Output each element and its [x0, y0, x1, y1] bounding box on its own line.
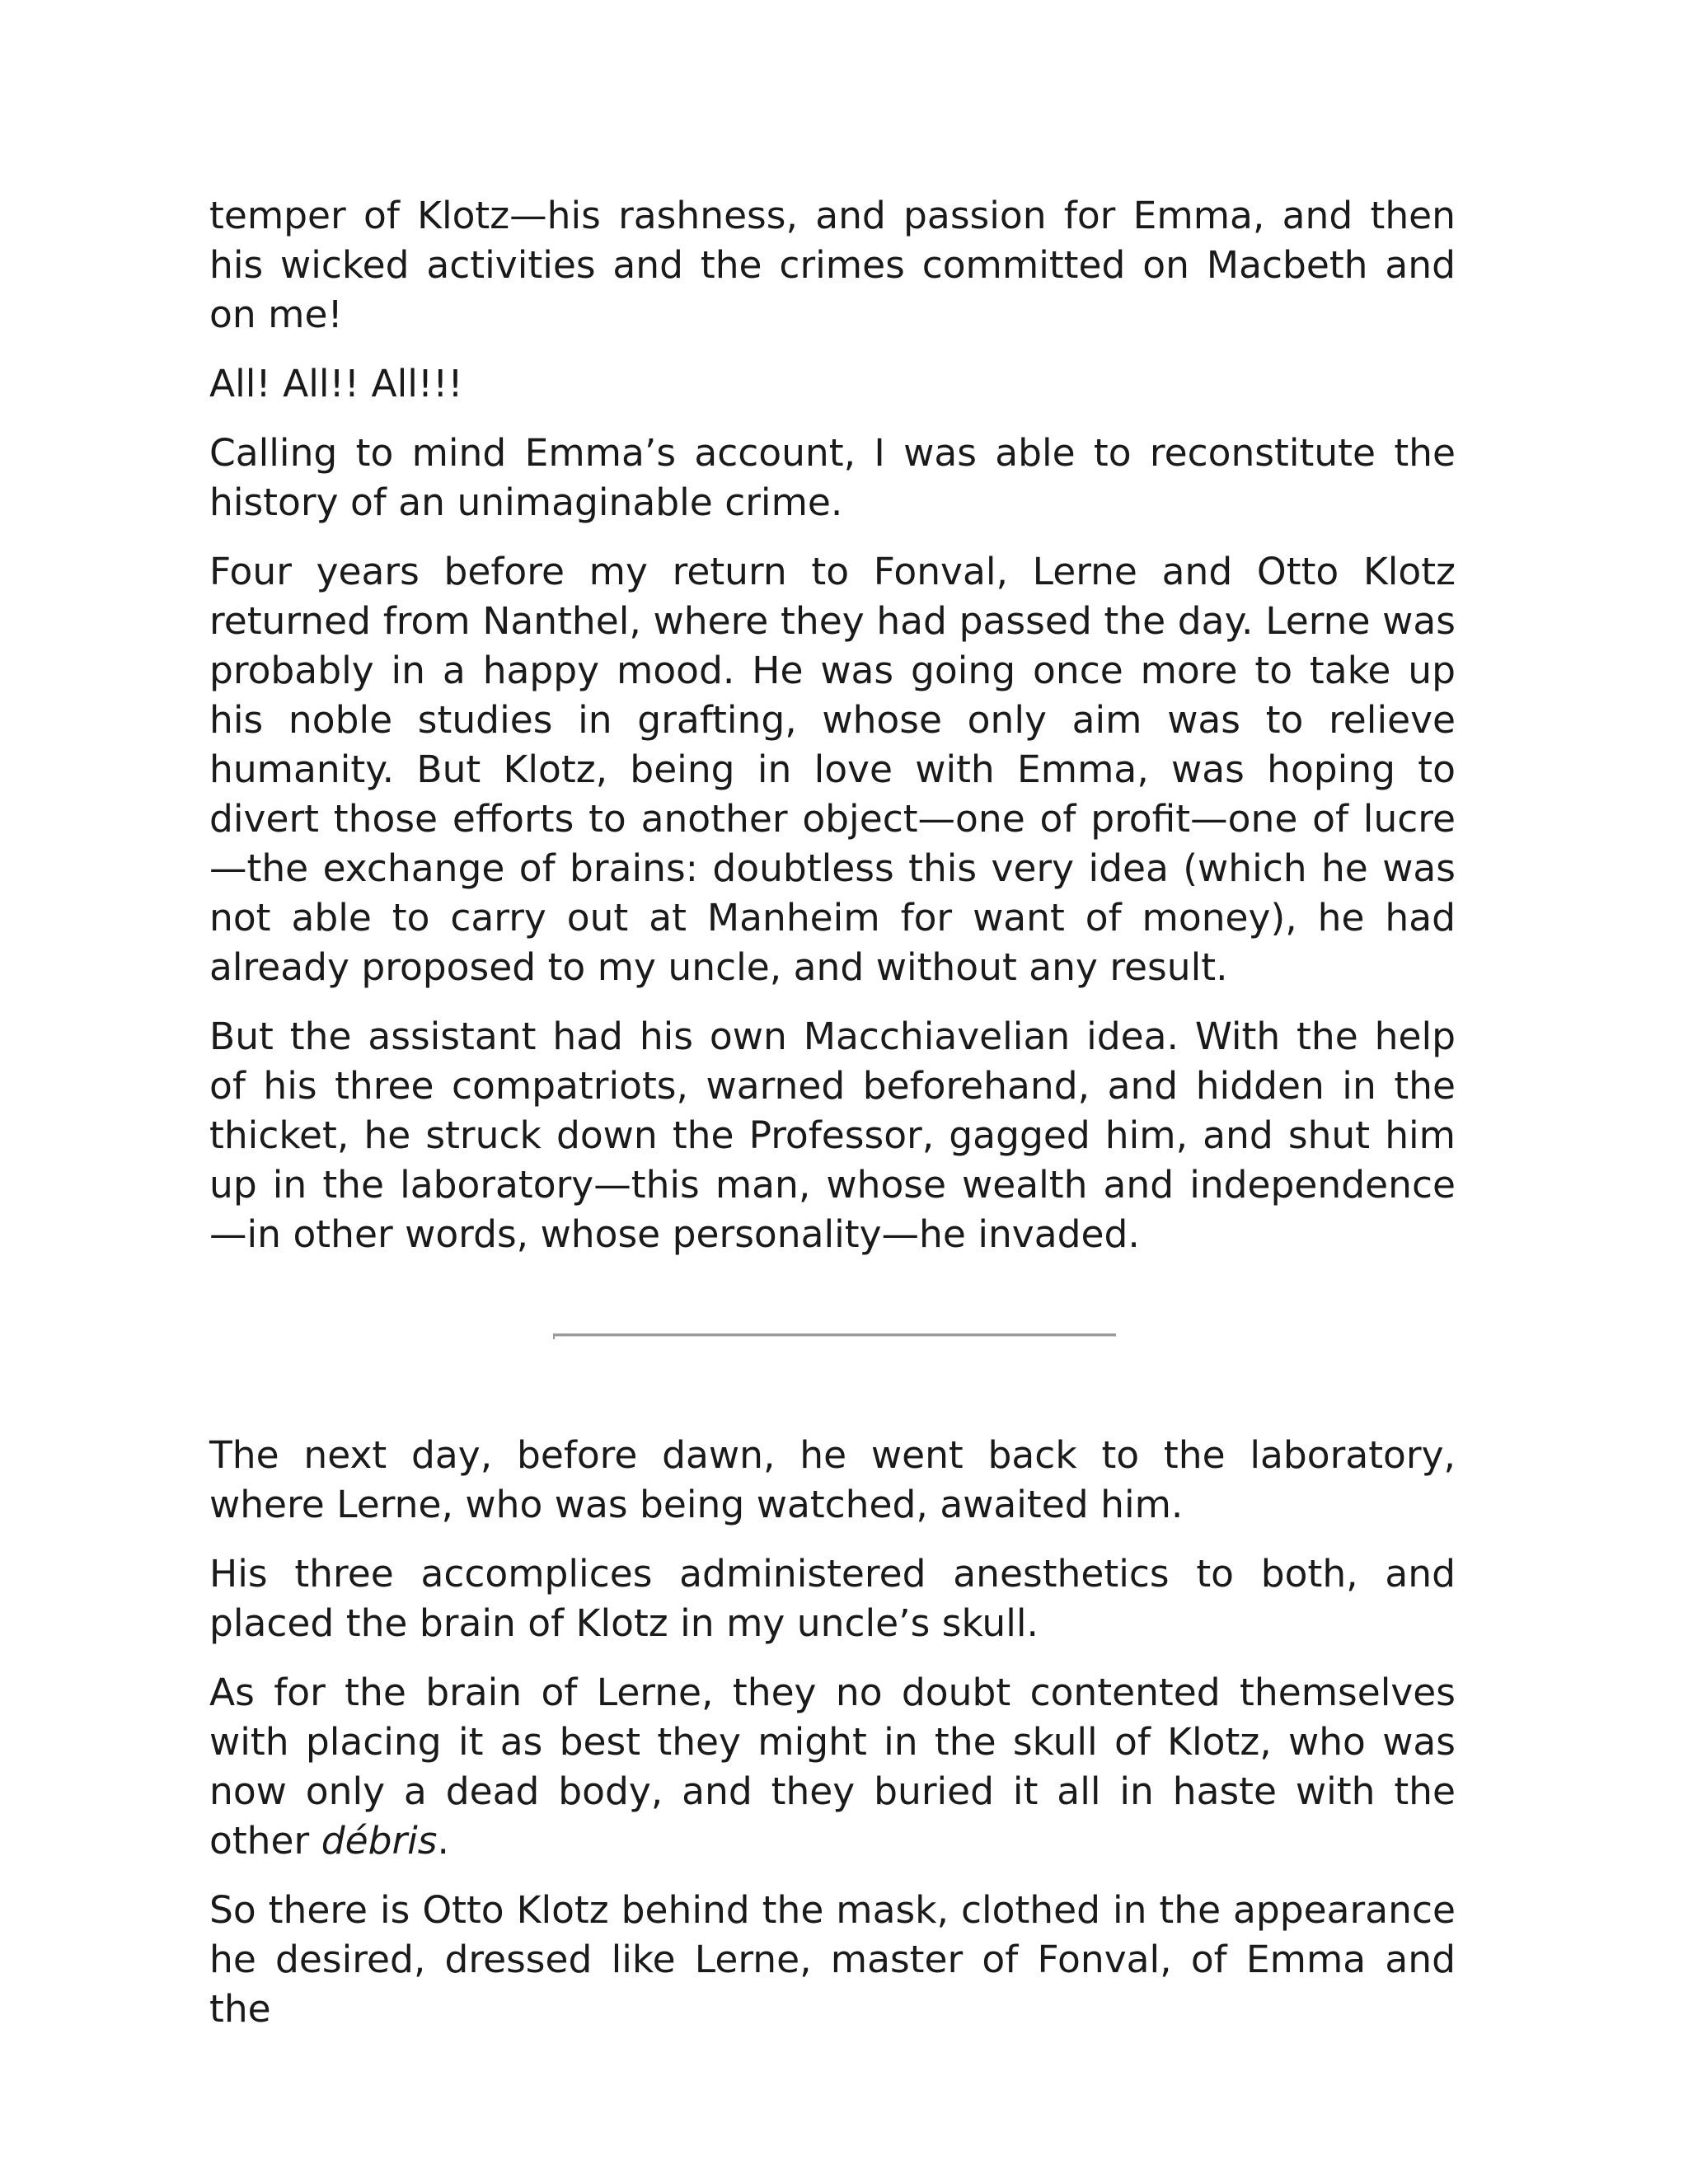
paragraph-four-years-before: Four years before my return to Fonval, Lerne and Otto Klotz returned from Nanthel, where they had passed the day. Lerne was probably in a happy mood. He was going once more to take up his noble studies in grafting, whose only aim was to relieve humanity. But Klotz, being in love with Emma, was hoping to divert those efforts to another object—one of profit—one of lucre—the exchange of brains: doubtless this very idea (which he was not able to carry out at Manheim for want of money), he had already proposed to my uncle, and without any result.: [209, 550, 1456, 989]
debris-italic-word: débris: [321, 1819, 438, 1863]
paragraph-brain-of-lerne: [209, 1668, 1456, 1866]
brain-of-lerne-period: .: [437, 1819, 449, 1863]
section-divider-area: [209, 1279, 1456, 1431]
brain-of-lerne-text: As for the brain of Lerne, they no doubt contented themselves with placing it as best they might in the skull of Klotz, who was now only a dead body, and they buried it all in haste with the other: [209, 1671, 1456, 1863]
paragraph-otto-klotz-mask: So there is Otto Klotz behind the mask, clothed in the appearance he desired, dressed like Lerne, master of Fonval, of Emma and the: [209, 1888, 1456, 2031]
paragraph-emma-account: Calling to mind Emma’s account, I was able to reconstitute the history of an unimaginable crime.: [209, 431, 1456, 524]
document-page: [209, 191, 1456, 2054]
paragraph-klotz-temper: temper of Klotz—his rashness, and passion for Emma, and then his wicked activities and the crimes committed on Macbeth and on me!: [209, 194, 1456, 336]
paragraph-all-exclamation: All! All!! All!!!: [209, 362, 463, 405]
paragraph-assistant-idea: But the assistant had his own Macchiavelian idea. With the help of his three compatriots, warned beforehand, and hidden in the thicket, he struck down the Professor, gagged him, and shut him up in the laboratory—this man, whose wealth and independence—in other words, whose personality—he invaded.: [209, 1015, 1456, 1256]
paragraph-accomplices: His three accomplices administered anesthetics to both, and placed the brain of Klotz in my uncle’s skull.: [209, 1552, 1456, 1645]
section-divider-rule: [553, 1333, 1116, 1337]
paragraph-next-day: The next day, before dawn, he went back to the laboratory, where Lerne, who was being watched, awaited him.: [209, 1433, 1456, 1526]
